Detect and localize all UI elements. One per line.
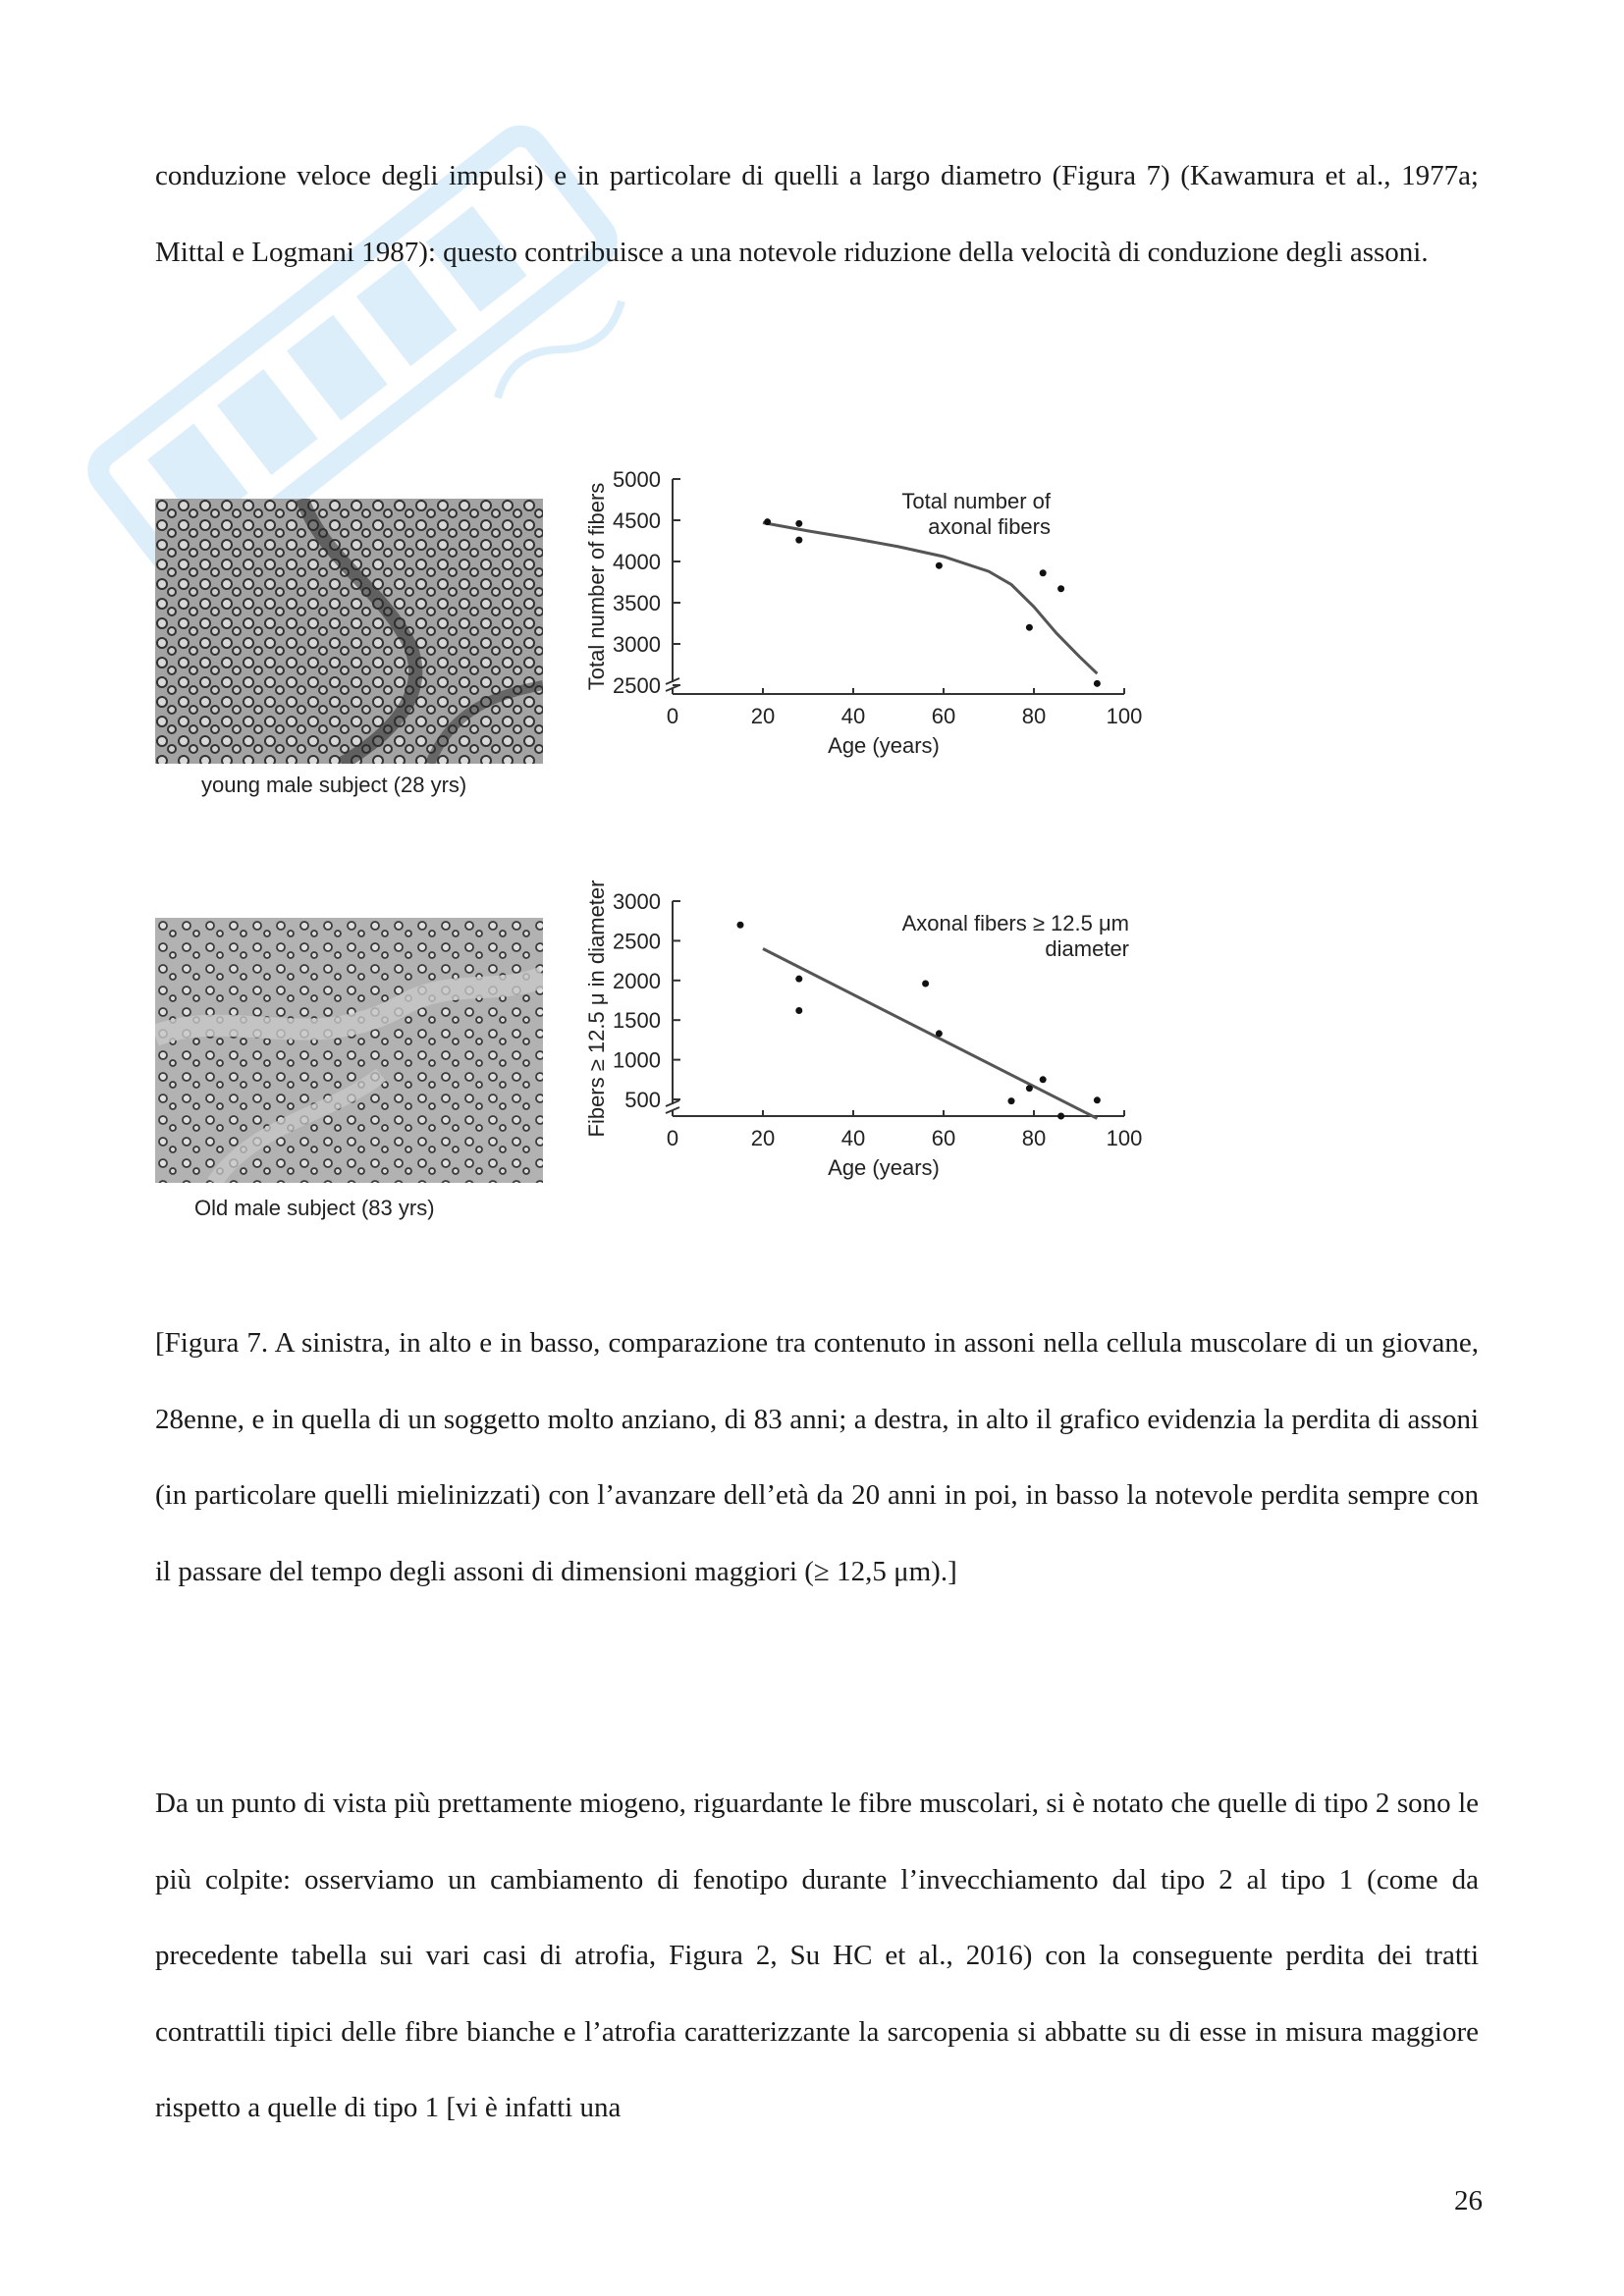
young-subject-micrograph: [155, 499, 543, 764]
trend-line: [763, 949, 1097, 1119]
data-point: [795, 537, 802, 544]
x-tick-label: 100: [1106, 1126, 1143, 1150]
data-point: [936, 1030, 943, 1037]
x-axis-title: Age (years): [828, 1155, 940, 1180]
x-tick-label: 0: [666, 1126, 679, 1150]
data-point: [795, 520, 802, 527]
data-point: [1094, 680, 1101, 687]
annotation-line: axonal fibers: [928, 514, 1051, 539]
x-tick-label: 80: [1021, 1126, 1047, 1150]
y-axis-title: Fibers ≥ 12.5 μ in diameter: [584, 880, 609, 1138]
chart-annotation: [902, 911, 1129, 961]
y-tick-label: 3000: [613, 632, 661, 657]
annotation-line: diameter: [1045, 936, 1129, 961]
y-axis-title: Total number of fibers: [584, 482, 609, 691]
y-tick-label: 3500: [613, 591, 661, 615]
y-tick-label: 4500: [613, 508, 661, 533]
data-point: [1057, 585, 1064, 592]
body-paragraph-top: conduzione veloce degli impulsi) e in particolare di quelli a largo diametro (Figura 7) (Kawamura et al., 1977a; Mittal e Logmani 1987): questo contribuisce a una notevole riduzione della velocità di conduzione degli assoni.: [155, 160, 1479, 268]
trend-line: [763, 523, 1097, 674]
y-tick-label: 1000: [613, 1047, 661, 1073]
y-tick-label: 500: [624, 1088, 661, 1112]
total-fibers-chart: [579, 461, 1159, 756]
figure-caption: [Figura 7. A sinistra, in alto e in basso, comparazione tra contenuto in assoni nella cellula muscolare di un giovane, 28enne, e in quella di un soggetto molto anziano, di 83 anni; a destra, in alto il grafico evidenzia la perdita di assoni (in particolare quelli mielinizzati) con l’avanzare dell’età da 20 anni in poi, in basso la notevole perdita sempre con il passare del tempo degli assoni di dimensioni maggiori (≥ 12,5 μm).]: [155, 1327, 1479, 1587]
x-tick-label: 60: [931, 704, 956, 728]
large-fibers-chart: [579, 880, 1159, 1180]
y-tick-label: 2500: [613, 673, 661, 698]
data-point: [737, 922, 744, 929]
x-axis-title: Age (years): [828, 733, 940, 758]
y-tick-label: 5000: [613, 467, 661, 492]
data-point: [764, 518, 771, 525]
data-point: [1057, 1112, 1064, 1119]
data-point: [1008, 1097, 1015, 1104]
data-point: [795, 1007, 802, 1014]
y-tick-label: 4000: [613, 550, 661, 574]
x-tick-label: 20: [750, 1126, 776, 1150]
x-tick-label: 40: [840, 704, 866, 728]
annotation-line: Total number of: [901, 489, 1051, 513]
data-point: [922, 981, 929, 988]
x-tick-label: 40: [840, 1126, 866, 1150]
old-subject-label: Old male subject (83 yrs): [194, 1196, 435, 1220]
x-tick-label: 80: [1021, 704, 1047, 728]
y-tick-label: 1500: [613, 1008, 661, 1034]
data-point: [1040, 569, 1047, 576]
annotation-line: Axonal fibers ≥ 12.5 μm: [901, 911, 1129, 935]
page-number: 26: [1454, 2185, 1483, 2216]
x-tick-label: 20: [750, 704, 776, 728]
data-point: [936, 562, 943, 569]
data-point: [795, 976, 802, 983]
chart-axes: [666, 479, 1124, 694]
x-tick-label: 100: [1106, 704, 1143, 728]
y-tick-label: 2000: [613, 968, 661, 993]
data-point: [1026, 1085, 1033, 1092]
chart-annotation: [901, 489, 1052, 539]
data-point: [1026, 624, 1033, 631]
data-point: [1094, 1096, 1101, 1103]
y-tick-label: 2500: [613, 929, 661, 954]
body-paragraph-bottom: Da un punto di vista più prettamente miogeno, riguardante le fibre muscolari, si è notato che quelle di tipo 2 sono le più colpite: osserviamo un cambiamento di fenotipo durante l’invecchiamento dal tipo 2 al tipo 1 (come da precedente tabella sui vari casi di atrofia, Figura 2, Su HC et al., 2016) con la conseguente perdita dei tratti contrattili tipici delle fibre bianche e l’atrofia caratterizzante la sarcopenia si abbatte su di esse in misura maggiore rispetto a quelle di tipo 1 [vi è infatti una: [155, 1788, 1479, 2123]
data-point: [1040, 1076, 1047, 1083]
x-tick-label: 0: [666, 704, 679, 728]
old-subject-micrograph: [155, 918, 543, 1183]
x-tick-label: 60: [931, 1126, 956, 1150]
young-subject-label: young male subject (28 yrs): [201, 773, 467, 797]
y-tick-label: 3000: [613, 889, 661, 914]
